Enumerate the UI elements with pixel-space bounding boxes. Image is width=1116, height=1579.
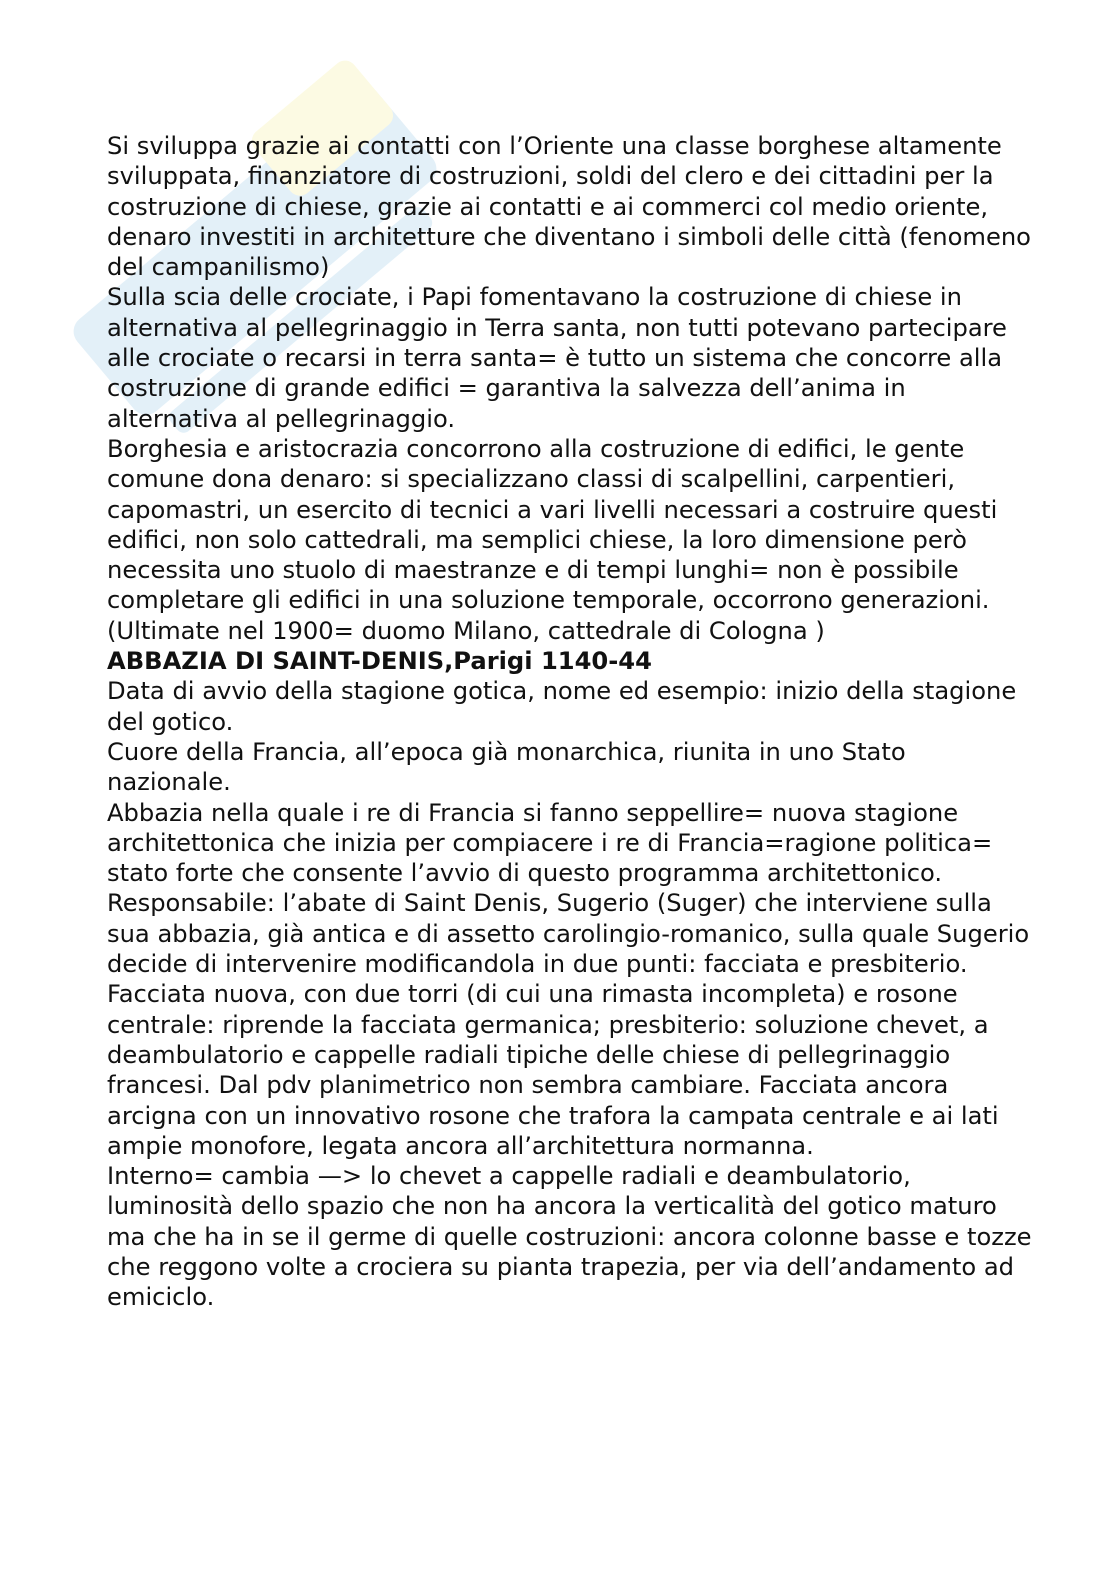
paragraph: Data di avvio della stagione gotica, nome ed esempio: inizio della stagione del gotico.	[107, 677, 1017, 736]
section-heading: ABBAZIA DI SAINT-DENIS,Parigi 1140-44	[107, 647, 652, 676]
document-body	[107, 131, 1037, 1313]
paragraph: Si sviluppa grazie ai contatti con l’Oriente una classe borghese altamente sviluppata, finanziatore di costruzioni, soldi del clero e dei cittadini per la costruzione di chiese, grazie ai contatti e ai commerci col medio oriente, denaro investiti in architetture che diventano i simboli delle città (fenomeno del campanilismo)	[107, 132, 1031, 282]
paragraph: Interno= cambia —> lo chevet a cappelle radiali e deambulatorio, luminosità dello spazio che non ha ancora la verticalità del gotico maturo ma che ha in se il germe di quelle costruzioni: ancora colonne basse e tozze che reggono volte a crociera su pianta trapezia, per via dell’andamento ad emiciclo.	[107, 1162, 1032, 1312]
paragraph: Sulla scia delle crociate, i Papi fomentavano la costruzione di chiese in alternativa al pellegrinaggio in Terra santa, non tutti potevano partecipare alle crociate o recarsi in terra santa= è tutto un sistema che concorre alla costruzione di grande edifici = garantiva la salvezza dell’anima in alternativa al pellegrinaggio.	[107, 283, 1007, 433]
paragraph: Facciata nuova, con due torri (di cui una rimasta incompleta) e rosone centrale: riprende la facciata germanica; presbiterio: soluzione chevet, a deambulatorio e cappelle radiali tipiche delle chiese di pellegrinaggio francesi. Dal pdv planimetrico non sembra cambiare. Facciata ancora arcigna con un innovativo rosone che trafora la campata centrale e ai lati ampie monofore, legata ancora all’architettura normanna.	[107, 980, 999, 1160]
paragraph: Abbazia nella quale i re di Francia si fanno seppellire= nuova stagione architettonica che inizia per compiacere i re di Francia=ragione politica= stato forte che consente l’avvio di questo programma architettonico.	[107, 798, 993, 888]
paragraph: Responsabile: l’abate di Saint Denis, Sugerio (Suger) che interviene sulla sua abbazia, già antica e di assetto carolingio-romanico, sulla quale Sugerio decide di intervenire modificandola in due punti: facciata e presbiterio.	[107, 889, 1030, 979]
paragraph: Cuore della Francia, all’epoca già monarchica, riunita in uno Stato nazionale.	[107, 737, 906, 797]
paragraph: Borghesia e aristocrazia concorrono alla costruzione di edifici, le gente comune dona denaro: si specializzano classi di scalpellini, carpentieri, capomastri, un esercito di tecnici a vari livelli necessari a costruire questi edifici, non solo cattedrali, ma semplici chiese, la loro dimensione però necessita uno stuolo di maestranze e di tempi lunghi= non è possibile completare gli edifici in una soluzione temporale, occorrono generazioni. (Ultimate nel 1900= duomo Milano, cattedrale di Cologna )	[107, 434, 998, 645]
